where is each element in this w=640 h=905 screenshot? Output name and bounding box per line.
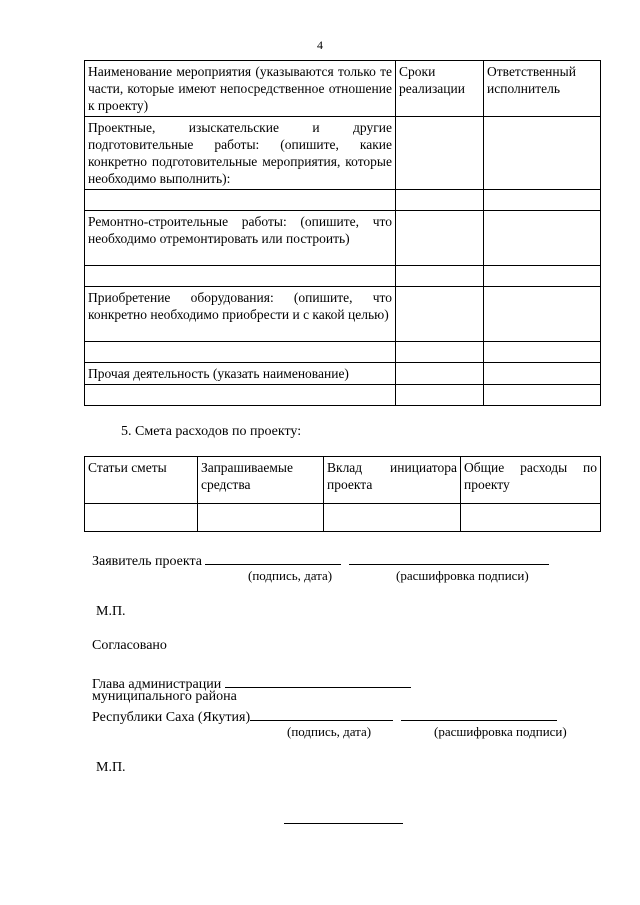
header-budget-items: Статьи сметы [85, 457, 198, 504]
table-header-row [85, 457, 601, 504]
table-cell[interactable] [396, 211, 484, 266]
head-sign-date-caption: (подпись, дата) [287, 724, 372, 739]
table-cell[interactable] [484, 211, 601, 266]
header-requested-funds: Запрашиваемые средства [198, 457, 324, 504]
table-row [85, 385, 601, 406]
activity-construction-works: Ремонтно-строительные работы: (опишите, что необходимо отремонтировать или построить) [85, 211, 396, 266]
table-cell[interactable] [484, 363, 601, 385]
table-cell[interactable] [484, 117, 601, 190]
activities-table [84, 60, 601, 406]
table-cell[interactable] [396, 363, 484, 385]
head-line1: Глава администрации [92, 677, 222, 692]
table-cell[interactable] [85, 504, 198, 532]
budget-table [84, 456, 601, 532]
applicant-sign-date-caption: (подпись, дата) [248, 568, 333, 583]
stamp-label-1: М.П. [96, 604, 126, 619]
head-decoding-caption: (расшифровка подписи) [434, 724, 567, 739]
stamp-label-2: М.П. [96, 760, 126, 775]
table-cell[interactable] [198, 504, 324, 532]
table-cell[interactable] [396, 385, 484, 406]
applicant-signature-line [92, 550, 549, 570]
head-signature-field[interactable] [250, 706, 393, 721]
activity-other: Прочая деятельность (указать наименование) [85, 363, 396, 385]
head-signature-line-3 [92, 706, 557, 726]
table-row [85, 211, 601, 266]
table-cell[interactable] [85, 385, 396, 406]
table-row [85, 266, 601, 287]
table-cell[interactable] [484, 385, 601, 406]
table-cell[interactable] [396, 190, 484, 211]
table-cell[interactable] [85, 190, 396, 211]
table-cell[interactable] [396, 342, 484, 363]
applicant-decoding-field[interactable] [349, 550, 549, 565]
table-cell[interactable] [484, 287, 601, 342]
table-cell[interactable] [324, 504, 461, 532]
head-extra-field[interactable] [225, 673, 411, 688]
header-initiator-contribution: Вклад инициатора проекта [324, 457, 461, 504]
head-decoding-field[interactable] [401, 706, 557, 721]
budget-section-title: 5. Смета расходов по проекту: [121, 424, 302, 439]
page-number: 4 [317, 38, 323, 52]
activity-design-works: Проектные, изыскательские и другие подготовительные работы: (опишите, какие конкретно подготовительные мероприятия, которые необходимо выполнить): [85, 117, 396, 190]
bottom-divider [284, 823, 403, 824]
table-row [85, 342, 601, 363]
table-cell[interactable] [461, 504, 601, 532]
table-header-row [85, 61, 601, 117]
header-total-expenses: Общие расходы по проекту [461, 457, 601, 504]
applicant-signature-field[interactable] [205, 550, 341, 565]
header-terms: Сроки реализации [396, 61, 484, 117]
table-cell[interactable] [484, 190, 601, 211]
applicant-decoding-caption: (расшифровка подписи) [396, 568, 529, 583]
table-cell[interactable] [396, 287, 484, 342]
header-responsible: Ответственный исполнитель [484, 61, 601, 117]
table-cell[interactable] [484, 266, 601, 287]
head-line2: муниципального района [92, 689, 237, 704]
table-cell[interactable] [484, 342, 601, 363]
activity-equipment-purchase: Приобретение оборудования: (опишите, что конкретно необходимо приобрести и с какой целью) [85, 287, 396, 342]
approved-label: Согласовано [92, 638, 167, 653]
table-row [85, 190, 601, 211]
head-line3: Республики Саха (Якутия) [92, 710, 251, 725]
header-activity-name: Наименование мероприятия (указываются только те части, которые имеют непосредственное отношение к проекту) [85, 61, 396, 117]
table-cell[interactable] [85, 266, 396, 287]
table-row [85, 363, 601, 385]
table-cell[interactable] [396, 266, 484, 287]
table-row [85, 117, 601, 190]
table-row [85, 287, 601, 342]
table-row [85, 504, 601, 532]
table-cell[interactable] [85, 342, 396, 363]
table-cell[interactable] [396, 117, 484, 190]
applicant-label: Заявитель проекта [92, 554, 202, 569]
